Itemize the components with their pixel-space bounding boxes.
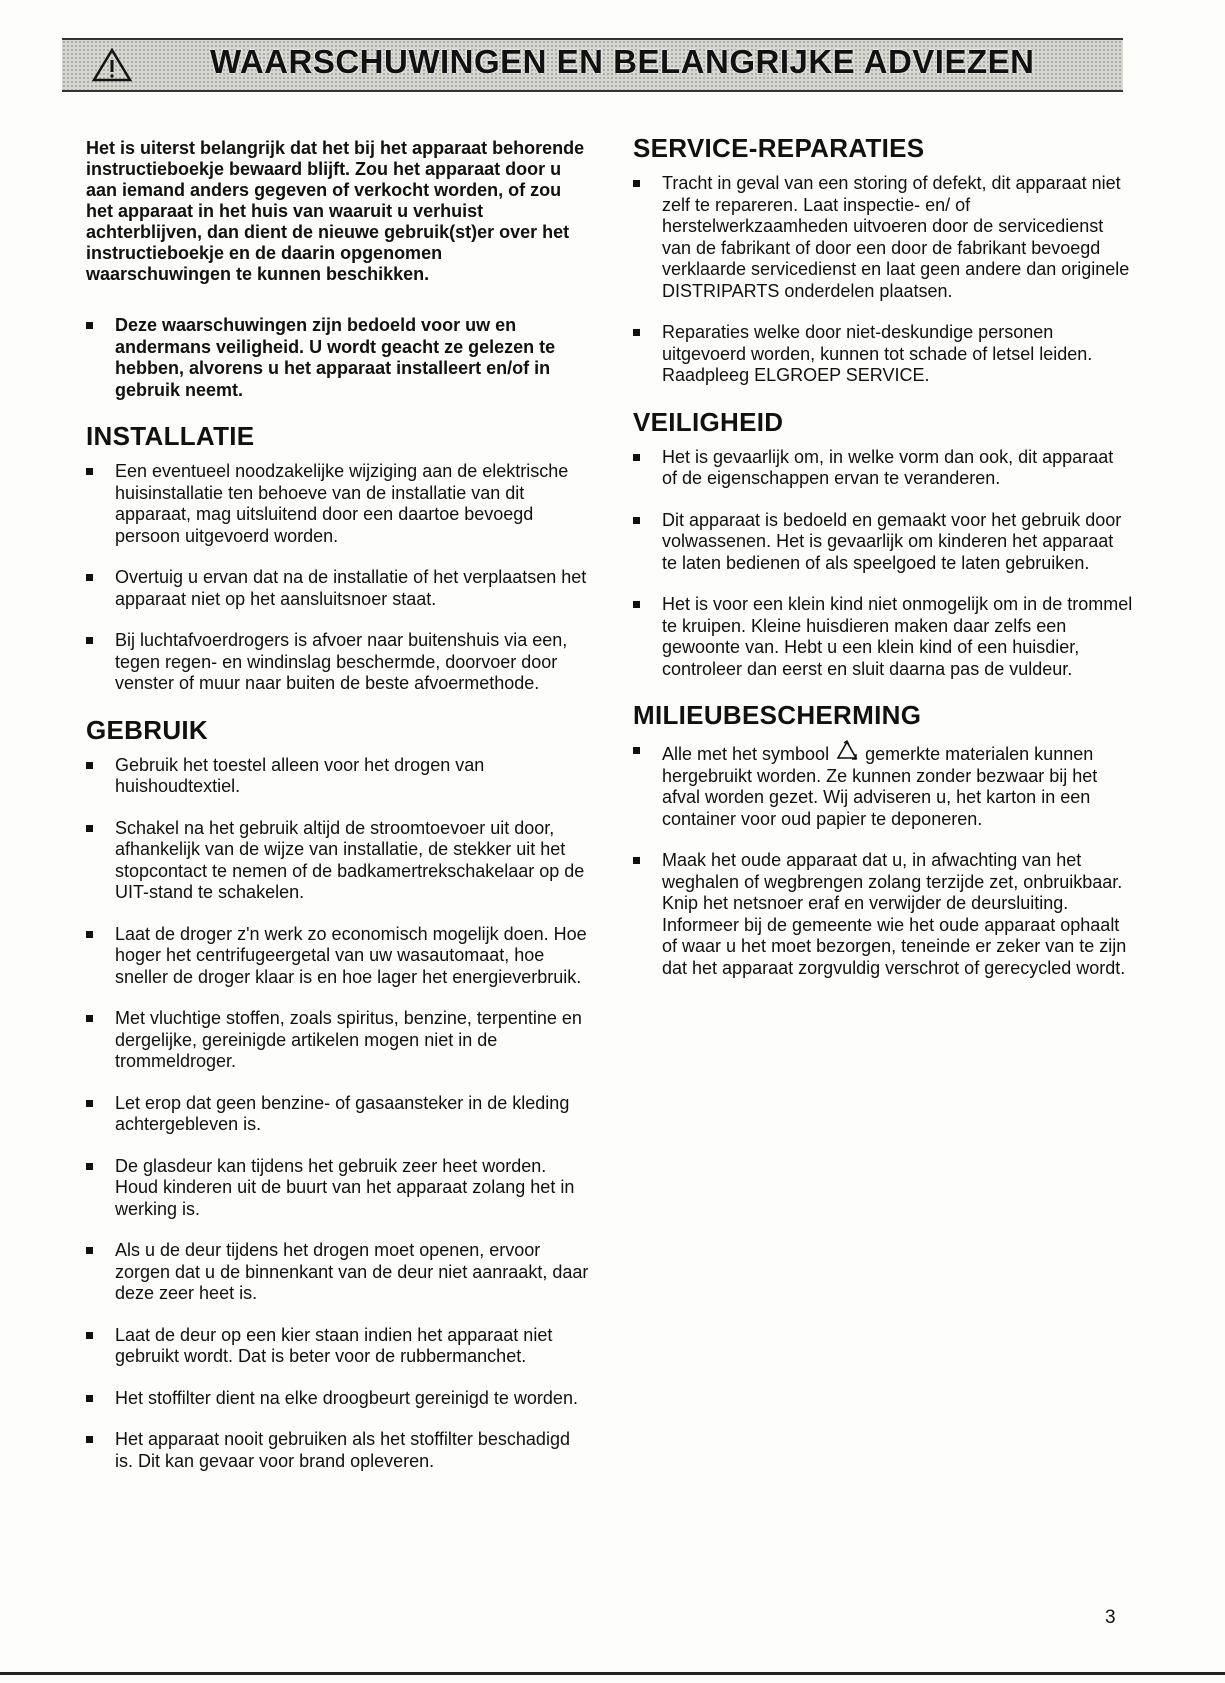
list-item	[633, 322, 1133, 387]
list-item-text: Als u de deur tijdens het drogen moet openen, ervoor zorgen dat u de binnenkant van de deur niet aanraakt, daar deze zeer heet is.	[115, 1240, 589, 1303]
bullet-icon	[86, 825, 93, 832]
intro-bullet-list	[86, 315, 591, 401]
list-item-text: Het stoffilter dient na elke droogbeurt gereinigd te worden.	[115, 1387, 578, 1408]
list-item	[86, 1240, 591, 1305]
list-item	[86, 1388, 591, 1410]
warning-triangle-icon	[92, 47, 132, 83]
bullet-icon	[86, 1332, 93, 1339]
bullet-icon	[86, 637, 93, 644]
list-item	[633, 594, 1133, 680]
bottom-divider	[0, 1672, 1225, 1675]
list-item-text: Maak het oude apparaat dat u, in afwachting van het weghalen of wegbrengen zolang terzijde zet, onbruikbaar. Knip het netsnoer eraf en verwijder de deursluiting. Informeer bij de gemeente wie het oude apparaat ophaalt of waar u het moet bezorgen, teneinde er zeker van te zijn dat het apparaat zorgvuldig verschrot of gerecycled wordt.	[662, 850, 1127, 978]
section-heading-milieu: MILIEUBESCHERMING	[633, 700, 922, 730]
bullet-icon	[86, 574, 93, 581]
bullet-icon	[86, 762, 93, 769]
right-column	[633, 133, 1133, 999]
list-item-text: Gebruik het toestel alleen voor het drogen van huishoudtextiel.	[115, 754, 485, 796]
list-item-text: Deze waarschuwingen zijn bedoeld voor uw en andermans veiligheid. U wordt geacht ze gelezen te hebben, alvorens u het apparaat installeert en/of in gebruik neemt.	[115, 315, 556, 400]
list-item	[633, 510, 1133, 575]
list-item	[633, 447, 1133, 490]
bullet-icon	[633, 180, 640, 187]
service-list	[633, 173, 1133, 387]
milieu-list	[633, 740, 1133, 979]
list-item-text: Let erop dat geen benzine- of gasaansteker in de kleding achtergebleven is.	[115, 1092, 570, 1134]
bullet-icon	[633, 857, 640, 864]
bullet-icon	[86, 1100, 93, 1107]
bullet-icon	[86, 1163, 93, 1170]
section-heading-gebruik: GEBRUIK	[86, 714, 208, 745]
bullet-icon	[633, 601, 640, 608]
list-item-text: Laat de droger z'n werk zo economisch mogelijk doen. Hoe hoger het centrifugeergetal van uw wasautomaat, hoe sneller de droger klaar is en hoe lager het energieverbruik.	[115, 923, 587, 987]
left-column	[86, 138, 591, 1492]
list-item	[86, 924, 591, 989]
veiligheid-list	[633, 447, 1133, 681]
list-item	[633, 740, 1133, 830]
bullet-icon	[86, 1247, 93, 1254]
bullet-icon	[86, 931, 93, 938]
bullet-icon	[633, 329, 640, 336]
list-item	[86, 567, 591, 610]
gebruik-list	[86, 755, 591, 1473]
list-item-text: Reparaties welke door niet-deskundige personen uitgevoerd worden, kunnen tot schade of letsel leiden. Raadpleeg ELGROEP SERVICE.	[662, 322, 1093, 385]
list-item	[633, 173, 1133, 302]
list-item	[86, 818, 591, 904]
list-item	[86, 1093, 591, 1136]
list-item-text: Het is gevaarlijk om, in welke vorm dan ook, dit apparaat of de eigenschappen ervan te veranderen.	[662, 446, 1114, 488]
bullet-icon	[86, 1395, 93, 1402]
list-item	[86, 1429, 591, 1472]
list-item-text: Bij luchtafvoerdrogers is afvoer naar buitenshuis via een, tegen regen- en windinslag beschermde, doorvoer door venster of muur naar buiten de beste afvoermethode.	[115, 630, 568, 693]
list-item-text: Het apparaat nooit gebruiken als het stoffilter beschadigd is. Dit kan gevaar voor brand opleveren.	[115, 1429, 570, 1471]
list-item	[86, 630, 591, 695]
intro-paragraph: Het is uiterst belangrijk dat het bij het apparaat behorende instructieboekje bewaard blijft. Zou het apparaat door u aan iemand anders gegeven of verkocht worden, of zou het apparaat in het huis van waaruit u verhuist achterblijven, dan dient de nieuwe gebruik(st)er over het instructieboekje en de daarin opgenomen waarschuwingen te kunnen beschikken.	[86, 138, 585, 284]
list-item	[86, 1325, 591, 1368]
bullet-icon	[86, 1436, 93, 1443]
bullet-icon	[633, 747, 640, 754]
list-item	[86, 315, 591, 401]
list-item-text: Het is voor een klein kind niet onmogelijk om in de trommel te kruipen. Kleine huisdieren maken daar zelfs een gewoonte van. Hebt u een klein kind of een huisdier, controleer dan eerst en sluit daarna pas de vuldeur.	[662, 594, 1133, 679]
section-heading-veiligheid: VEILIGHEID	[633, 406, 784, 437]
list-item	[86, 1156, 591, 1221]
page-number: 3	[1105, 1607, 1116, 1628]
section-heading-installatie: INSTALLATIE	[86, 421, 255, 451]
list-item-text: De glasdeur kan tijdens het gebruik zeer heet worden. Houd kinderen uit de buurt van het apparaat zolang het in werking is.	[115, 1155, 575, 1219]
list-item-text: Alle met het symbool	[662, 744, 830, 764]
bullet-icon	[633, 454, 640, 461]
list-item-text: Tracht in geval van een storing of defekt, dit apparaat niet zelf te repareren. Laat inspectie- en/ of herstelwerkzaamheden uitvoeren door de servicedienst van de fabrikant of door een door de fabrikant bevoegd verklaarde servicedienst en laat geen andere dan originele DISTRIPARTS onderdelen plaatsen.	[662, 173, 1130, 301]
installatie-list	[86, 461, 591, 695]
list-item	[633, 850, 1133, 979]
list-item	[86, 461, 591, 547]
list-item	[86, 1008, 591, 1073]
bullet-icon	[86, 1015, 93, 1022]
section-heading-service: SERVICE-REPARATIES	[633, 133, 925, 163]
list-item-text: Laat de deur op een kier staan indien het apparaat niet gebruikt wordt. Dat is beter voor de rubbermanchet.	[115, 1324, 553, 1366]
list-item-text: Overtuig u ervan dat na de installatie of het verplaatsen het apparaat niet op het aansluitsnoer staat.	[115, 567, 587, 609]
list-item-text: gemerkte materialen kunnen hergebruikt worden. Ze kunnen zonder bezwaar bij het afval worden gezet. Wij adviseren u, het karton in een container voor oud papier te deponeren.	[662, 744, 1098, 829]
list-item-text: Schakel na het gebruik altijd de stroomtoevoer uit door, afhankelijk van de wijze van installatie, de stekker uit het stopcontact te nemen of de badkamertrekschakelaar op de UIT-stand te schakelen.	[115, 817, 585, 902]
bullet-icon	[86, 468, 93, 475]
list-item-text: Dit apparaat is bedoeld en gemaakt voor het gebruik door volwassenen. Het is gevaarlijk om kinderen het apparaat te laten bedienen of als speelgoed te laten gebruiken.	[662, 509, 1122, 573]
bullet-icon	[86, 322, 93, 329]
recycle-icon	[834, 740, 860, 762]
list-item-text: Met vluchtige stoffen, zoals spiritus, benzine, terpentine en dergelijke, gereinigde artikelen mogen niet in de trommeldroger.	[115, 1008, 582, 1071]
list-item-text: Een eventueel noodzakelijke wijziging aan de elektrische huisinstallatie ten behoeve van de installatie van dit apparaat, mag uitsluitend door een daartoe bevoegd persoon uitgevoerd worden.	[115, 461, 569, 546]
bullet-icon	[633, 517, 640, 524]
page-title: WAARSCHUWINGEN EN BELANGRIJKE ADVIEZEN	[210, 43, 1035, 80]
header-banner	[62, 38, 1123, 92]
list-item	[86, 755, 591, 798]
